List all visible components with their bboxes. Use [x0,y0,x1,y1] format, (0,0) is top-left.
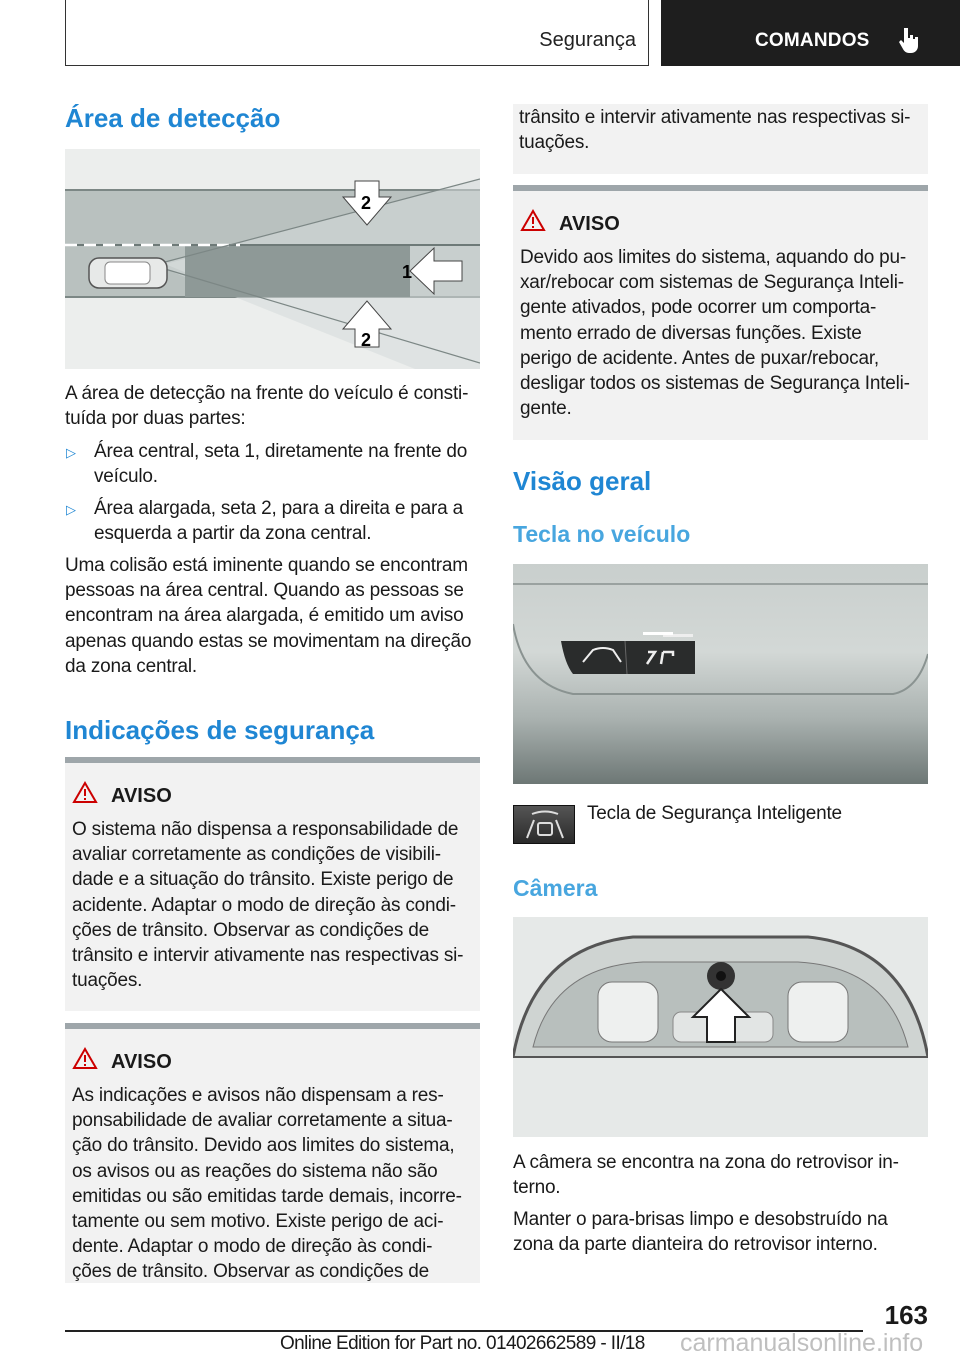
arrow-label-1: 1 [401,262,413,282]
subheading-camera: Câmera [513,875,598,901]
warning-text: trânsito e intervir ativamente nas respectivas si- tuações. [519,107,911,154]
button-caption: Tecla de Segurança Inteligente [587,803,842,824]
page-number: 163 [884,1300,928,1330]
arrow-label-2-top: 2 [360,193,372,213]
camera-paragraph-2: Manter o para-brisas limpo e desobstruído na zona da parte dianteira do retrovisor interno. [513,1209,888,1256]
warning-title: AVISO [559,213,620,235]
detection-area-diagram [65,149,480,369]
warning-text: As indicações e avisos não dispensam a res- ponsabilidade de avaliar corretamente a situa- ção do trânsito. Devido aos limites do sistema, os avisos ou as reações do sistema não são emitidas ou são emitidas tarde demais, incorre- tamente ou sem motivo. Existe perigo de aci- dente. Adaptar o modo de direção às condi- ções de trânsito. Observar as condições de [72,1085,462,1283]
bullet-central-area: Área central, seta 1, diretamente na frente do veículo. [94,441,468,488]
warning-text: O sistema não dispensa a responsabilidade de avaliar corretamente as condições de visibili- dade e a situação do trânsito. Existe perigo de acidente. Adaptar o modo de direção às condi- ções de trânsito. Observar as condições de trânsito e intervir ativamente nas respectivas si- tuações. [72,819,464,992]
intro-paragraph: A área de detecção na frente do veículo é consti- tuída por duas partes: [65,383,469,430]
hand-pointer-icon [896,26,922,54]
chapter-label: COMANDOS [755,30,870,51]
camera-paragraph-1: A câmera se encontra na zona do retrovisor in- terno. [513,1152,899,1199]
bullet-triangle-icon: ▷ [66,445,76,460]
warning-triangle-icon [72,781,98,804]
warning-text: Devido aos limites do sistema, aquando do pu- xar/rebocar com sistemas de Segurança Inteli- gente ativados, pode ocorrer um comporta- mento errado de diversas funções. Existe perigo de acidente. Antes de puxar/rebocar, desligar todos os sistemas de Segurança Inteli- gente. [520,247,910,420]
subheading-button: Tecla no veículo [513,521,691,547]
camera-location-photo [513,917,928,1137]
footer-watermark[interactable]: carmanualsonline.info [680,1329,924,1357]
intelligent-safety-button-icon [513,805,575,844]
warning-box-1 [65,757,480,1011]
warning-triangle-icon [520,209,546,232]
chapter-tab[interactable] [661,0,960,66]
warning-title: AVISO [111,785,172,807]
arrow-label-2-bottom: 2 [360,330,372,350]
warning-box-2 [65,1023,480,1283]
warning-triangle-icon [72,1047,98,1070]
section-heading-detection-area: Área de detecção [65,103,281,133]
collision-paragraph: Uma colisão está iminente quando se encontram pessoas na área central. Quando as pessoas se encontram na área alargada, é emitido um aviso apenas quando estas se movimentam na direção da zona central. [65,555,472,677]
section-title: Segurança [539,29,636,51]
bullet-triangle-icon: ▷ [66,502,76,517]
bullet-extended-area: Área alargada, seta 2, para a direita e para a esquerda a partir da zona central. [94,498,463,545]
header-bar [65,0,649,66]
footer-edition: Online Edition for Part no. 01402662589 - II/18 [280,1333,645,1354]
vehicle-button-photo [513,564,928,784]
warning-box-continuation [513,104,928,174]
section-heading-overview: Visão geral [513,466,652,496]
warning-title: AVISO [111,1051,172,1073]
section-heading-safety: Indicações de segurança [65,715,375,745]
warning-box-3 [513,185,928,440]
